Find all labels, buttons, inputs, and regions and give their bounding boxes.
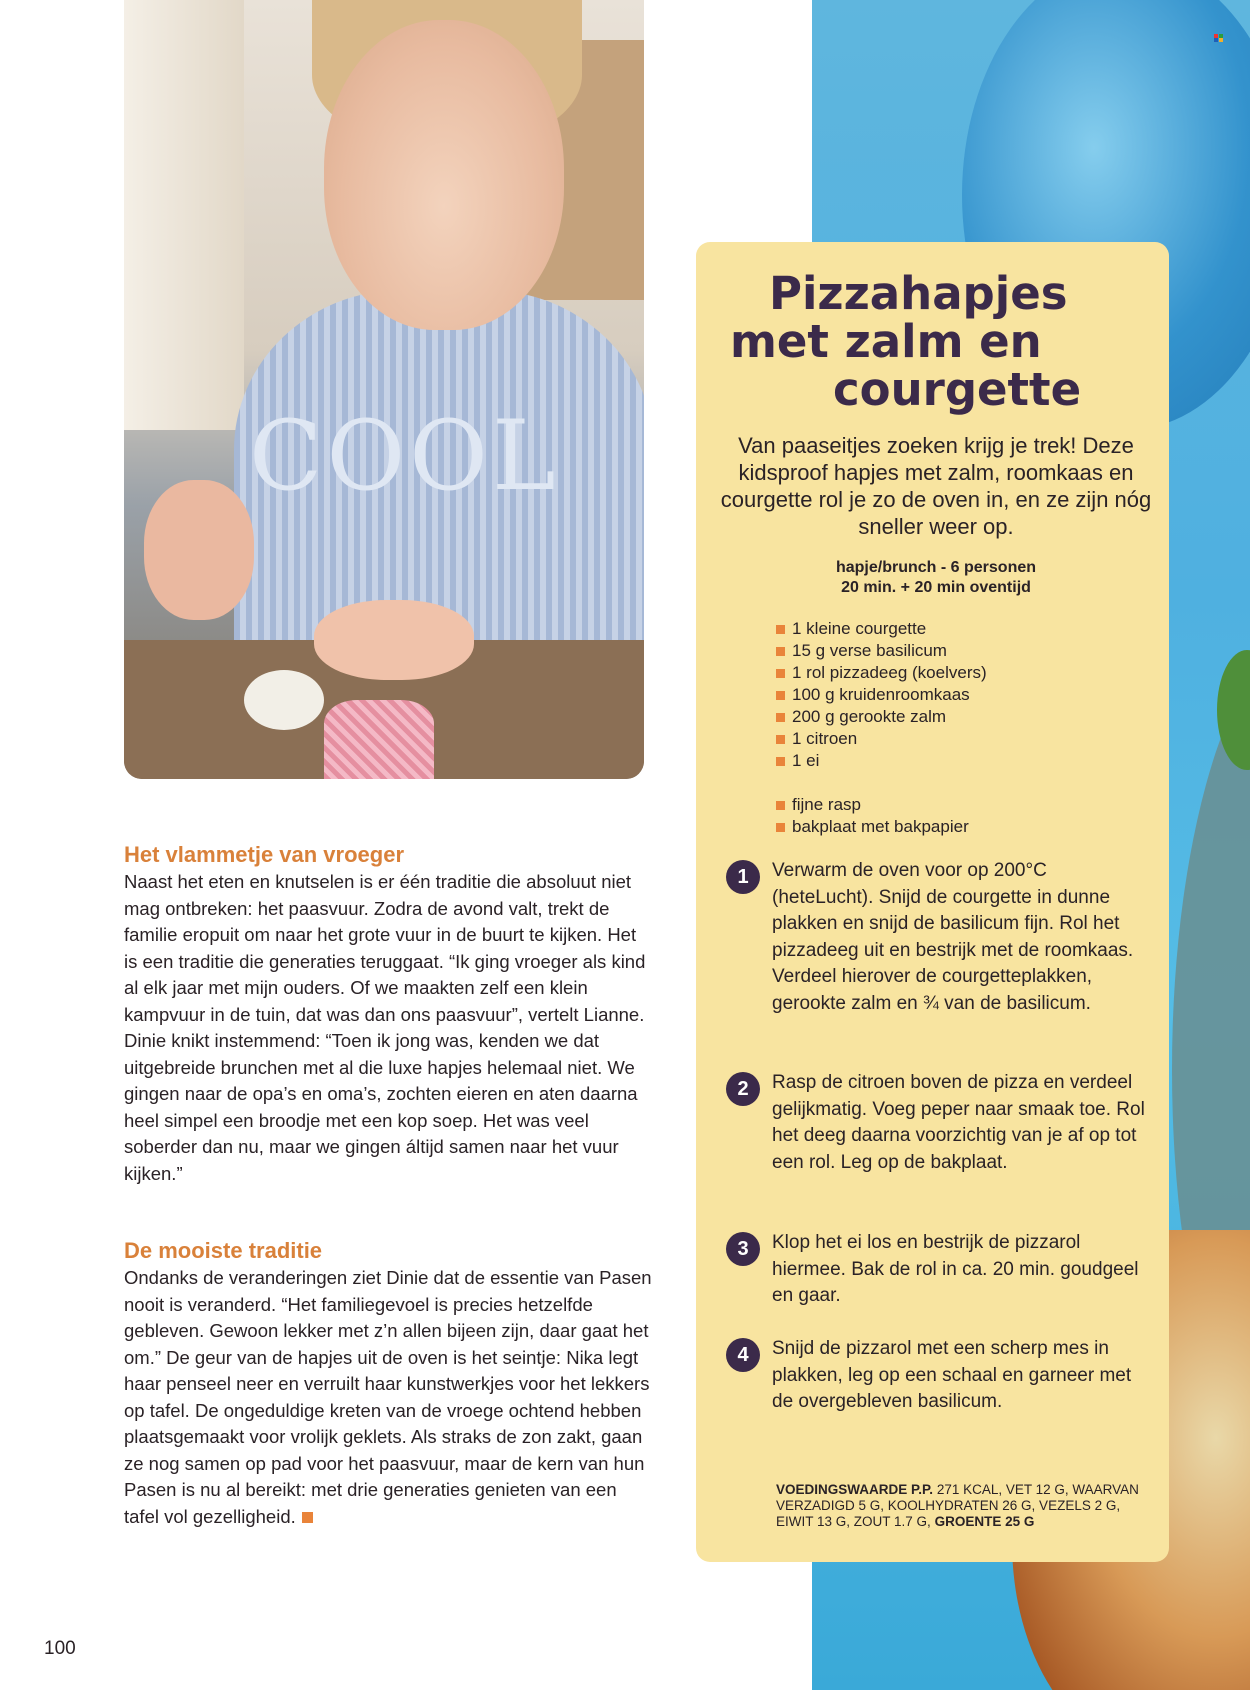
girl-painting-photo (124, 0, 644, 779)
brand-logo-icon (1214, 34, 1224, 42)
step-number-badge: 4 (726, 1338, 760, 1372)
recipe-time: 20 min. + 20 min oventijd (841, 579, 1031, 596)
section-heading: Het vlammetje van vroeger (124, 842, 405, 867)
nutrition-label: VOEDINGSWAARDE P.P. (776, 1482, 934, 1497)
step-text: Klop het ei los en bestrijk de pizzarol hiermee. Bak de rol in ca. 20 min. goudgeel en gaar. (772, 1232, 1139, 1306)
end-mark-icon (302, 1512, 313, 1523)
section-paragraph-text: Ondanks de veranderingen ziet Dinie dat de essentie van Pasen nooit is veranderd. “Het familiegevoel is precies hetzelfde gebleven. Gewoon lekker met z’n allen bijeen zijn, daar gaat het om.” De geur van de hapjes uit de oven is het seintje: Nika legt haar penseel neer en verruilt haar kunstwerkjes voor het lekkers op tafel. De ongeduldige kreten van de vroege ochtend hebben plaatsgemaakt voor vrolijk geklets. Als straks de zon zakt, gaan ze nog samen op pad voor het paasvuur, maar de kern van hun Pasen is nu al bereikt: met drie generaties genieten van een tafel vol gezelligheid. (124, 1267, 652, 1527)
recipe-servings: hapje/brunch - 6 personen (835, 559, 1037, 576)
nutrition-info (776, 1482, 1156, 1530)
recipe-title-line-3: courgette (833, 363, 1082, 416)
step-number-badge: 1 (726, 860, 760, 894)
shirt-text: COOL (249, 400, 560, 512)
ingredient-item: 1 rol pizzadeeg (koelvers) (776, 662, 1156, 684)
ingredient-item: 15 g verse basilicum (776, 640, 1156, 662)
nutrition-vegetables: GROENTE 25 G (934, 1514, 1035, 1529)
section-paragraph: Naast het eten en knutselen is er één traditie die absoluut niet mag ontbreken: het paasvuur. Zodra de avond valt, trekt de familie eropuit om naar het grote vuur in de buurt te kijken. Het is een traditie die generaties teruggaat. “Ik ging vroeger als kind al elk jaar met mijn ouders. Of we maakten zelf een klein kampvuur in de tuin, dat was dan ons paasvuur”, vertelt Lianne. Dinie knikt instemmend: “Toen ik jong was, kenden we dat uitgebreide brunchen met al die luxe hapjes helemaal niet. We gingen naar de opa’s en oma’s, zochten eieren en aten daarna heel simpel een broodje met een kop soep. Het was veel soberder dan nu, maar we gingen áltijd samen naar het vuur kijken.” (124, 871, 646, 1184)
step-text: Snijd de pizzarol met een scherp mes in plakken, leg op een schaal en garneer met de overgebleven basilicum. (772, 1338, 1132, 1412)
tool-list (776, 794, 1156, 838)
step-text: Verwarm de oven voor op 200°C (heteLucht). Snijd de courgette in dunne plakken en snijd de basilicum fijn. Rol het pizzadeeg uit en bestrijk met de roomkaas. Verdeel hierover de courgetteplakken, gerookte zalm en ¾ van de basilicum. (772, 860, 1134, 1014)
ingredient-item: 1 ei (776, 750, 1156, 772)
recipe-card (696, 242, 1169, 1562)
recipe-title (696, 267, 1169, 416)
step-text: Rasp de citroen boven de pizza en verdeel gelijkmatig. Voeg peper naar smaak toe. Rol het deeg daarna voorzichtig van je af op tot een rol. Leg op de bakplaat. (772, 1072, 1145, 1173)
ingredient-list (776, 618, 1156, 772)
step-number-badge: 3 (726, 1232, 760, 1266)
step-number-badge: 2 (726, 1072, 760, 1106)
ingredient-item: 100 g kruidenroomkaas (776, 684, 1156, 706)
recipe-title-line-1: Pizzahapjes (769, 267, 1068, 320)
ingredient-item: 200 g gerookte zalm (776, 706, 1156, 728)
ingredient-item: 1 citroen (776, 728, 1156, 750)
article-section-1 (124, 841, 654, 1187)
section-paragraph (124, 1265, 654, 1530)
recipe-meta (716, 558, 1156, 598)
nutrition-values: 271 KCAL, VET 12 G, WAARVAN VERZADIGD 5 G, KOOLHYDRATEN 26 G, VEZELS 2 G, EIWIT 13 G, ZOUT 1.7 G, (776, 1482, 1139, 1529)
tool-item: fijne rasp (776, 794, 1156, 816)
tool-item: bakplaat met bakpapier (776, 816, 1156, 838)
recipe-intro: Van paaseitjes zoeken krijg je trek! Deze kidsproof hapjes met zalm, roomkaas en courgette rol je zo de oven in, en ze zijn nóg sneller weer op. (720, 433, 1152, 539)
ingredient-item: 1 kleine courgette (776, 618, 1156, 640)
page-number: 100 (44, 1638, 76, 1659)
article-section-2 (124, 1237, 654, 1530)
recipe-title-line-2: met zalm en (730, 315, 1042, 368)
section-heading: De mooiste traditie (124, 1238, 323, 1263)
